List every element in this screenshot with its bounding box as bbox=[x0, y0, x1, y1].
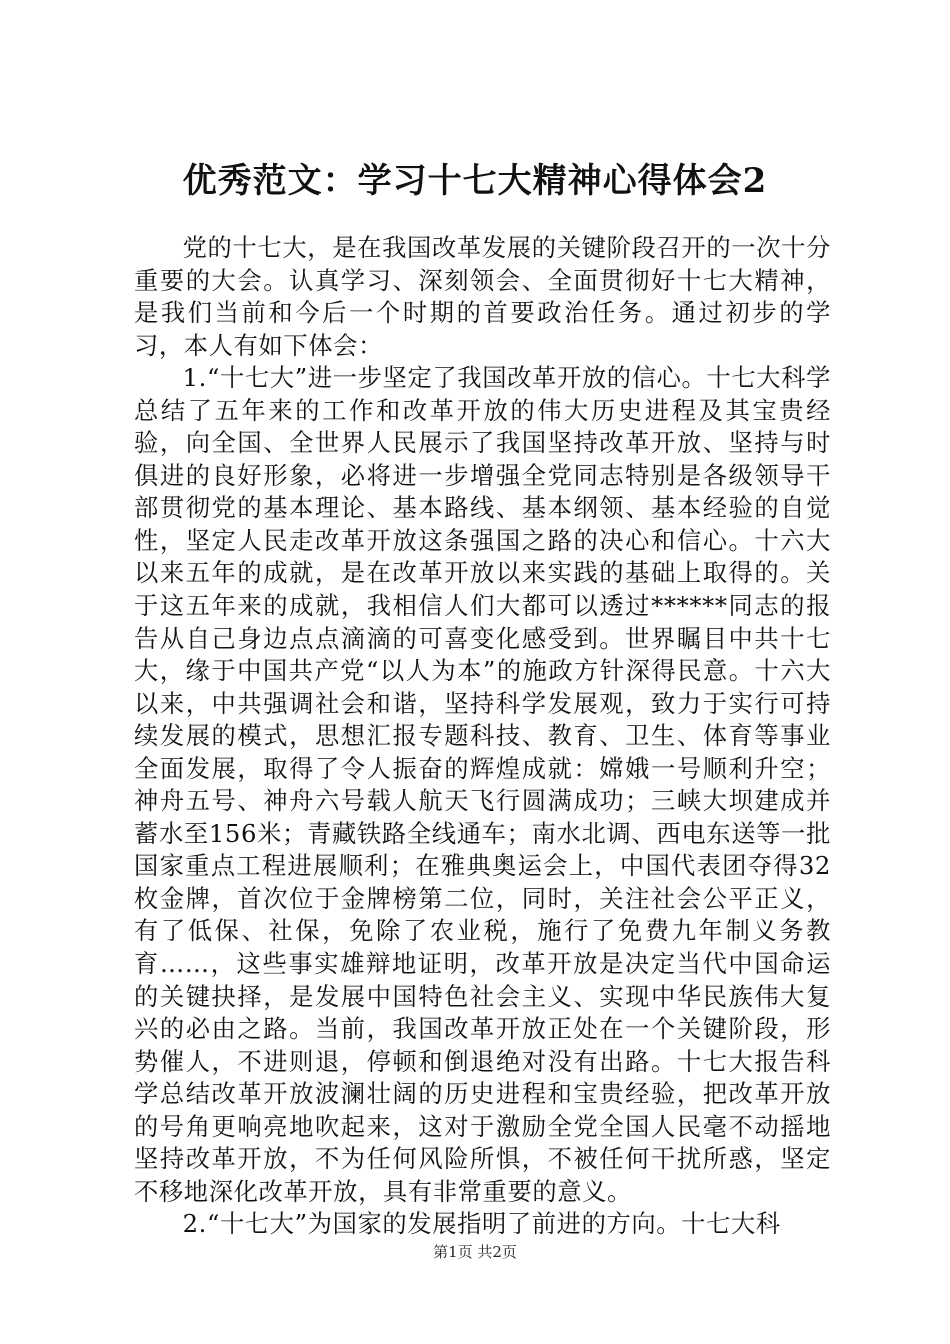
document-body bbox=[134, 232, 831, 1241]
paragraph-intro: 党的十七大，是在我国改革发展的关键阶段召开的一次十分重要的大会。认真学习、深刻领会、全面贯彻好十七大精神，是我们当前和今后一个时期的首要政治任务。通过初步的学习，本人有如下体会： bbox=[134, 233, 831, 360]
paragraph-point-1: 1.“十七大”进一步坚定了我国改革开放的信心。十七大科学总结了五年来的工作和改革开放的伟大历史进程及其宝贵经验，向全国、全世界人民展示了我国坚持改革开放、坚持与时俱进的良好形象，必将进一步增强全党同志特别是各级领导干部贯彻党的基本理论、基本路线、基本纲领、基本经验的自觉性，坚定人民走改革开放这条强国之路的决心和信心。十六大以来五年的成就，是在改革开放以来实践的基础上取得的。关于这五年来的成就，我相信人们大都可以透过******同志的报告从自己身边点点滴滴的可喜变化感受到。世界瞩目中共十七大，缘于中国共产党“以人为本”的施政方针深得民意。十六大以来，中共强调社会和谐，坚持科学发展观，致力于实行可持续发展的模式，思想汇报专题科技、教育、卫生、体育等事业全面发展，取得了令人振奋的辉煌成就：嫦娥一号顺利升空；神舟五号、神舟六号载人航天飞行圆满成功；三峡大坝建成并蓄水至156米；青藏铁路全线通车；南水北调、西电东送等一批国家重点工程进展顺利；在雅典奥运会上，中国代表团夺得32枚金牌，首次位于金牌榜第二位，同时，关注社会公平正义，有了低保、社保，免除了农业税，施行了免费九年制义务教育……，这些事实雄辩地证明，改革开放是决定当代中国命运的关键抉择，是发展中国特色社会主义、实现中华民族伟大复兴的必由之路。当前，我国改革开放正处在一个关键阶段，形势催人，不进则退，停顿和倒退绝对没有出路。十七大报告科学总结改革开放波澜壮阔的历史进程和宝贵经验，把改革开放的号角更响亮地吹起来，这对于激励全党全国人民毫不动摇地坚持改革开放，不为任何风险所惧，不被任何干扰所惑，坚定不移地深化改革开放，具有非常重要的意义。 bbox=[134, 363, 831, 1206]
document-title: 优秀范文：学习十七大精神心得体会2 bbox=[182, 161, 768, 201]
page-footer: 第1页 共2页 bbox=[433, 1243, 517, 1261]
paragraph-point-2: 2.“十七大”为国家的发展指明了前进的方向。十七大科 bbox=[182, 1209, 781, 1239]
